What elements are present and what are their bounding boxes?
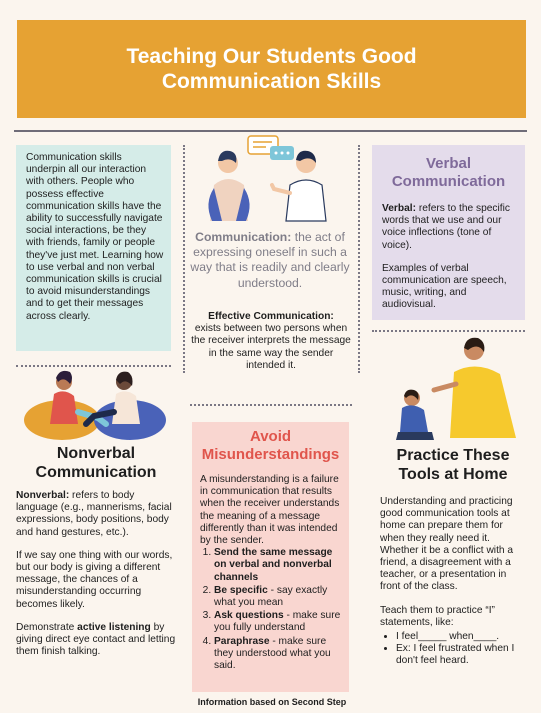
conversation-illustration: [200, 133, 340, 225]
nonverbal-heading: Nonverbal Communication: [35, 445, 157, 481]
dotted-divider: [358, 145, 360, 373]
list-item: 2. Be specific - say exactly what you mean: [214, 585, 341, 609]
parent-child-illustration: [392, 334, 526, 442]
communication-definition: Communication: the act of expressing oneself in such a way that is readily and clearly understood.: [190, 230, 350, 290]
verbal-box: [372, 145, 525, 320]
footer-credit: Information based on Second Step: [197, 697, 347, 707]
avoid-list: [214, 547, 341, 672]
nonverbal-section: [16, 444, 176, 669]
dotted-divider: [190, 404, 352, 406]
practice-para1: Understanding and practicing good communication tools at home can prepare them for when they really need it. Whether it be a conflict with a friend, a disagreement with a teacher, or a presentation in front of the class.: [380, 496, 514, 593]
nonverbal-para2: If we say one thing with our words, but our body is giving a different message, the chances of a misunderstanding occurring becomes likely.: [16, 549, 173, 610]
dotted-divider: [372, 330, 525, 332]
practice-list: [396, 631, 526, 668]
intro-text: Communication skills underpin all our interaction with others. People who possess effective communication skills have the ability to successfully navigate social interactions, be they with friends, family or people they've just met. Learning how to use verbal and non verbal communication skills is crucial to avoid misunderstandings and to get their messages across clearly.: [26, 152, 164, 322]
list-item: • Ex: I feel frustrated when I don't feel heard.: [396, 643, 526, 667]
divider: [14, 130, 527, 132]
effective-communication: Effective Communication: exists between two persons when the receiver interprets the message in the same way the sender intended it.: [191, 311, 351, 371]
practice-section: [380, 446, 526, 668]
list-item: 3. Ask questions - make sure you fully understand: [214, 610, 341, 634]
nonverbal-para3: Demonstrate active listening by giving direct eye contact and letting them finish talking.: [16, 621, 176, 658]
friends-illustration: [20, 364, 170, 440]
practice-para2: Teach them to practice “I” statements, like:: [380, 604, 495, 628]
verbal-definition: Verbal: refers to the specific words that we use and our voice inflections (tone of voice).: [382, 203, 510, 251]
verbal-examples: Examples of verbal communication are speech, music, writing, and audiovisual.: [382, 262, 507, 311]
intro-box: [16, 145, 171, 351]
avoid-heading: Avoid Misunderstandings: [201, 428, 340, 463]
avoid-intro: A misunderstanding is a failure in communication that results when the receiver understands the meaning of a message differently than it was intended by the sender.: [200, 474, 340, 547]
list-item: 1. Send the same message on verbal and nonverbal channels: [214, 547, 341, 584]
verbal-heading: Verbal Communication: [391, 155, 506, 190]
avoid-misunderstandings-box: [192, 422, 349, 692]
nonverbal-definition: Nonverbal: refers to body language (e.g., mannerisms, facial expressions, body positions, body and hand gestures, etc.).: [16, 490, 172, 538]
list-item: • I feel_____ when____.: [396, 631, 526, 643]
dotted-divider: [183, 145, 185, 373]
list-item: 4. Paraphrase - make sure they understood what you said.: [214, 636, 341, 673]
page-title: Teaching Our Students Good Communication Skills: [17, 20, 526, 118]
practice-heading: Practice These Tools at Home: [396, 447, 510, 483]
